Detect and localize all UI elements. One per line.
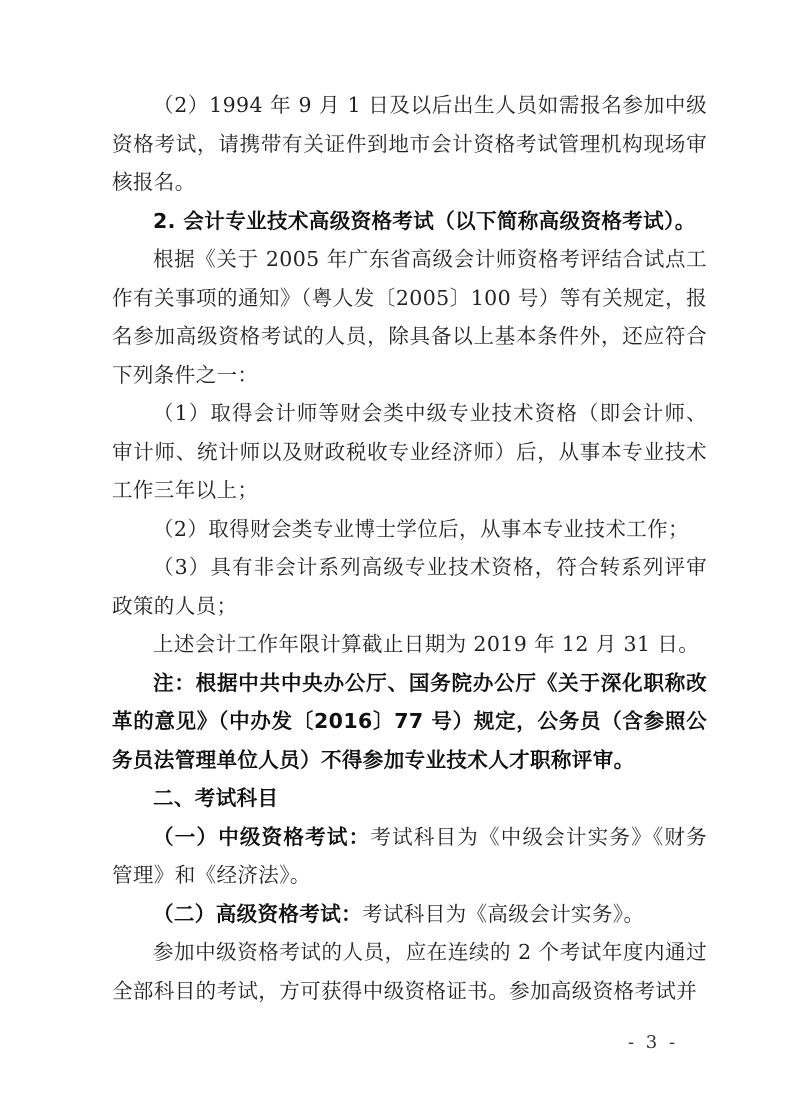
paragraph-senior-basis: [112, 240, 707, 394]
paragraph-condition-1: [112, 394, 707, 510]
paragraph-text: 注：根据中共中央办公厅、国务院办公厅《关于深化职称改革的意见》（中办发〔2016〕77 号）规定，公务员（含参照公务员法管理单位人员）不得参加专业技术人才职称评审。: [112, 670, 707, 772]
section-heading-senior-exam: [112, 202, 707, 241]
paragraph-condition-2: [112, 510, 707, 549]
paragraph-text: 根据《关于 2005 年广东省高级会计师资格考评结合试点工作有关事项的通知》（粤人发〔2005〕100 号）等有关规定，报名参加高级资格考试的人员，除具备以上基本条件外，还应符合下列条件之一：: [112, 247, 707, 387]
paragraph-civil-servant-note: [112, 664, 707, 780]
paragraph-text: （3）具有非会计系列高级专业技术资格，符合转系列评审政策的人员；: [112, 555, 707, 618]
paragraph-text: 二、考试科目: [153, 786, 279, 810]
paragraph-text: 考试科目为《高级会计实务》。: [362, 901, 645, 926]
paragraph-senior-subjects: [112, 895, 707, 934]
paragraph-deadline: [112, 625, 707, 664]
paragraph-text: 考试科目为《中级会计实务》《财务管理》和《经济法》。: [112, 824, 707, 887]
paragraph-text: （2）1994 年 9 月 1 日及以后出生人员如需报名参加中级资格考试，请携带有关证件到地市会计资格考试管理机构现场审核报名。: [112, 93, 707, 194]
paragraph-label: （一）中级资格考试：: [153, 824, 371, 849]
paragraph-birthdate-note: [112, 86, 707, 202]
paragraph-condition-3: [112, 548, 707, 625]
paragraph-text: 2. 会计专业技术高级资格考试（以下简称高级资格考试）。: [153, 208, 696, 233]
section-heading-subjects: [112, 779, 707, 818]
paragraph-text: 参加中级资格考试的人员，应在连续的 2 个考试年度内通过全部科目的考试，方可获得中级资格证书。参加高级资格考试并: [112, 940, 707, 1003]
paragraph-intermediate-subjects: [112, 818, 707, 895]
document-body: [112, 86, 707, 1010]
paragraph-pass-rules: [112, 933, 707, 1010]
paragraph-text: （1）取得会计师等财会类中级专业技术资格（即会计师、审计师、统计师以及财政税收专业经济师）后，从事本专业技术工作三年以上；: [112, 401, 707, 502]
paragraph-text: 上述会计工作年限计算截止日期为 2019 年 12 月 31 日。: [153, 632, 700, 656]
page-number: - 3 -: [628, 1032, 679, 1053]
paragraph-label: （二）高级资格考试：: [153, 901, 362, 926]
paragraph-text: （2）取得财会类专业博士学位后，从事本专业技术工作；: [153, 516, 689, 541]
